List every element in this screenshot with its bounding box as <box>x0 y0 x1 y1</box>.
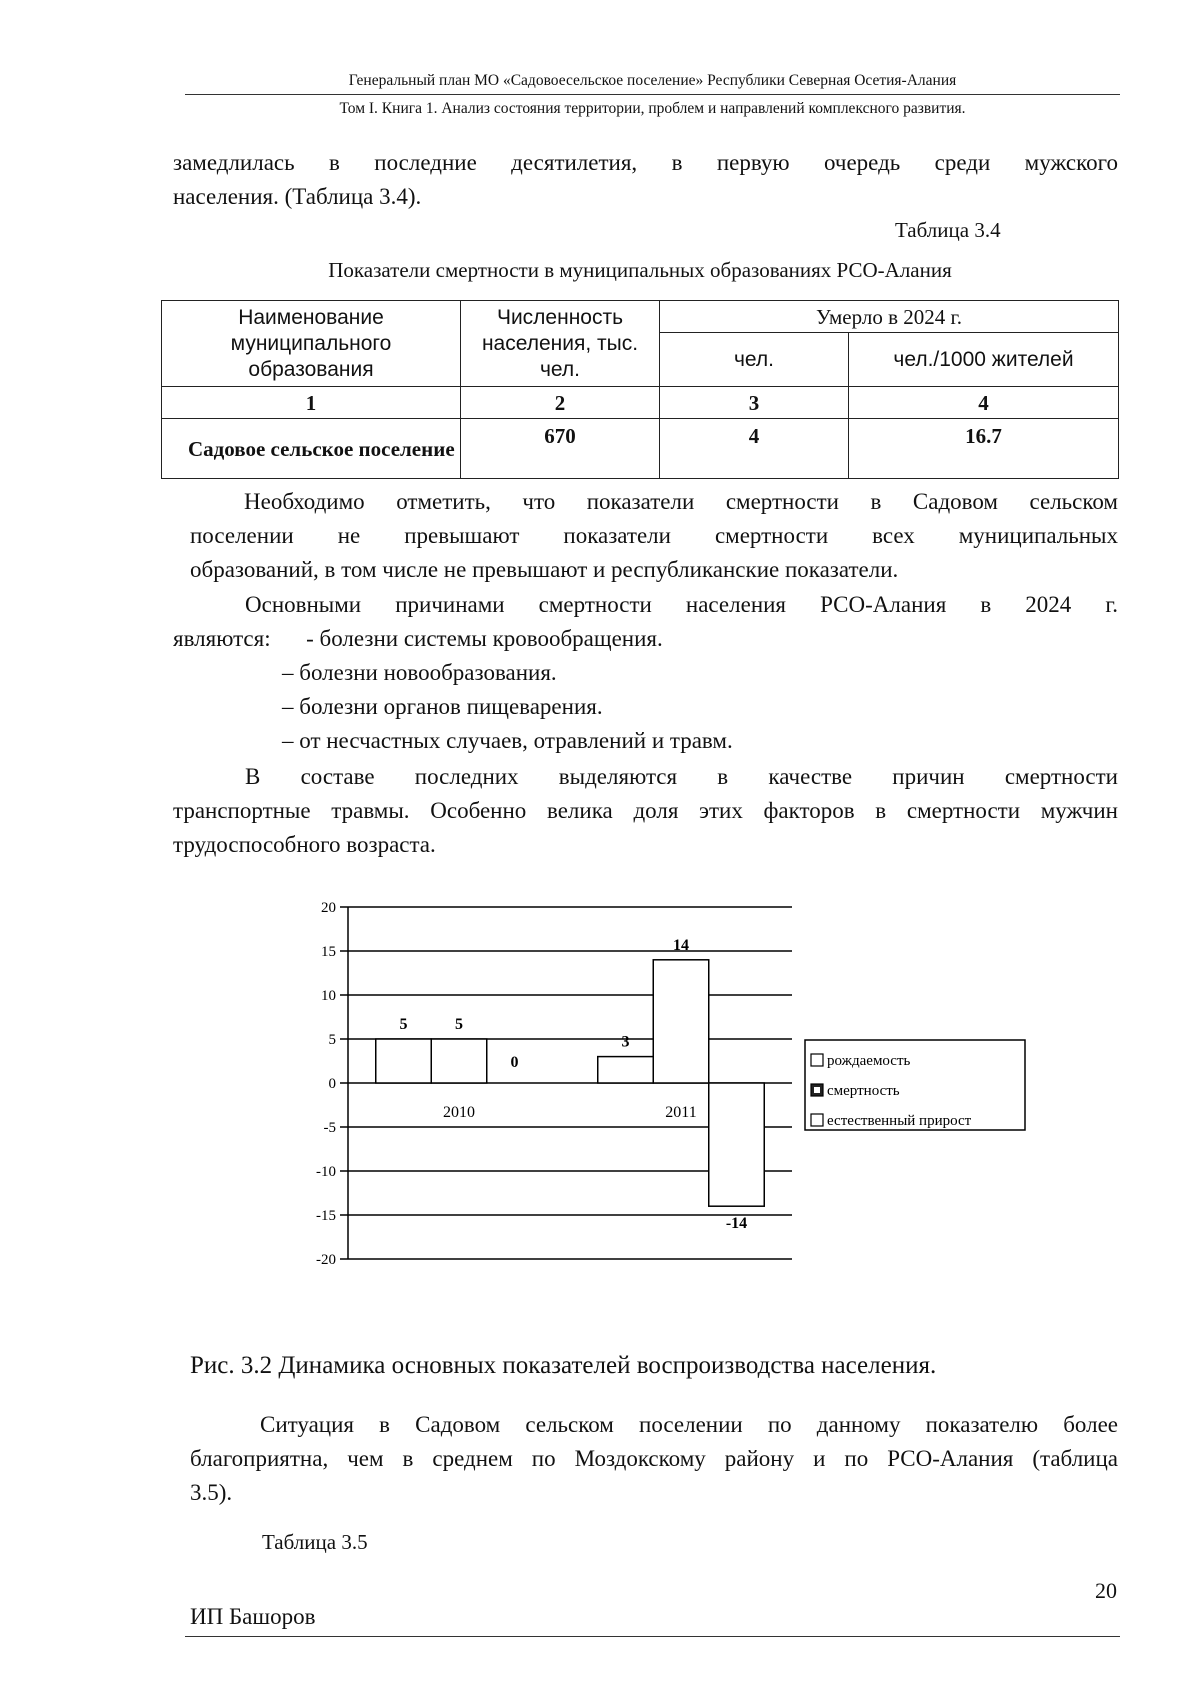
y-tick-label: 0 <box>328 1076 336 1092</box>
data-label: 5 <box>455 1016 463 1033</box>
para1-line-3: образований, в том числе не превышают и республиканские показатели. <box>190 557 899 582</box>
page-header-line-2: Том I. Книга 1. Анализ состояния территории, проблем и направлений комплексного развития. <box>339 100 966 117</box>
para4-line-1: Ситуация в Садовом сельском поселении по данному показателю более <box>260 1412 1118 1437</box>
footer-author: ИП Башоров <box>190 1604 316 1629</box>
y-tick-label: 15 <box>321 944 336 960</box>
para3-line-1: В составе последних выделяются в качестве причин смертности <box>245 764 1118 789</box>
reproduction-chart <box>300 895 1040 1275</box>
y-tick-label: 10 <box>321 988 336 1004</box>
cause-item: – болезни органов пищеварения. <box>282 694 603 719</box>
row-people-cell: 4 <box>660 419 849 479</box>
legend-swatch <box>811 1054 823 1066</box>
category-label: 2010 <box>443 1104 475 1121</box>
cause-item: – болезни новообразования. <box>282 660 557 685</box>
figure-caption: Рис. 3.2 Динамика основных показателей воспроизводства населения. <box>190 1352 937 1379</box>
chart-root <box>316 900 1025 1268</box>
col-died-header: Умерло в 2024 г. <box>660 301 1119 333</box>
paragraph-situation <box>190 1408 1118 1510</box>
data-label: 3 <box>621 1033 630 1051</box>
intro-line-2: населения. (Таблица 3.4). <box>173 184 422 209</box>
y-tick-label: -10 <box>316 1164 336 1180</box>
bar-смертность <box>653 960 709 1083</box>
col-name-header: Наименование муниципального образования <box>162 301 461 387</box>
paragraph-causes <box>173 588 1118 656</box>
legend-label: естественный прирост <box>827 1113 972 1129</box>
para4-line-2: благоприятна, чем в среднем по Моздокскому району и по РСО-Алания (таблица <box>190 1446 1118 1471</box>
index-cell: 2 <box>461 387 660 419</box>
page-header-line-1: Генеральный план МО «Садовоесельское поселение» Республики Северная Осетия-Алания <box>348 72 957 89</box>
data-label: 5 <box>399 1016 408 1033</box>
table-3-4-title: Показатели смертности в муниципальных образованиях РСО-Алания <box>328 258 952 282</box>
footer-rule <box>185 1636 1120 1637</box>
data-label: 14 <box>673 936 689 954</box>
para1-line-2: поселении не превышают показатели смертности всех муниципальных <box>190 523 1118 548</box>
causes-lead: являются: <box>173 626 271 651</box>
paragraph-transport-injuries <box>173 760 1118 862</box>
col-people-header: чел. <box>660 333 849 387</box>
index-cell: 4 <box>849 387 1119 419</box>
para3-line-3: трудоспособного возраста. <box>173 832 436 857</box>
table-3-5-label: Таблица 3.5 <box>262 1530 368 1554</box>
bar-рождаемость <box>598 1057 654 1083</box>
para1-line-1: Необходимо отметить, что показатели смертности в Садовом сельском <box>244 489 1118 514</box>
legend-label: рождаемость <box>827 1053 911 1069</box>
table-3-4-label: Таблица 3.4 <box>895 218 1001 242</box>
intro-line-1: замедлилась в последние десятилетия, в первую очередь среди мужского <box>173 150 1118 175</box>
y-tick-label: -20 <box>316 1252 336 1268</box>
index-cell: 3 <box>660 387 849 419</box>
index-cell: 1 <box>162 387 461 419</box>
data-label: 0 <box>510 1054 519 1071</box>
mortality-table <box>161 300 1119 479</box>
bar-смертность <box>431 1039 487 1083</box>
legend-swatch-inner <box>814 1087 820 1093</box>
legend-swatch <box>811 1114 823 1126</box>
y-tick-label: -5 <box>323 1120 336 1136</box>
col-per1000-header: чел./1000 жителей <box>849 333 1119 387</box>
para2-line-2 <box>173 622 1118 656</box>
paragraph-mortality-comparison <box>190 485 1118 587</box>
page-number: 20 <box>1095 1578 1117 1603</box>
page-header-rule <box>185 94 1120 95</box>
cause-item: – от несчастных случаев, отравлений и травм. <box>282 728 733 753</box>
y-tick-label: 20 <box>321 900 336 916</box>
row-name-cell: Садовое сельское поселение <box>162 419 461 479</box>
intro-paragraph <box>173 146 1118 214</box>
para2-line-1: Основными причинами смертности населения РСО-Алания в 2024 г. <box>245 592 1118 617</box>
para3-line-2: транспортные травмы. Особенно велика доля этих факторов в смертности мужчин <box>173 798 1118 823</box>
col-population-header: Численность населения, тыс. чел. <box>461 301 660 387</box>
y-tick-label: 5 <box>328 1032 336 1048</box>
data-label: -14 <box>725 1215 748 1233</box>
row-population-cell: 670 <box>461 419 660 479</box>
para4-line-3: 3.5). <box>190 1480 233 1505</box>
bar-естественный прирост <box>709 1083 765 1206</box>
row-per1000-cell: 16.7 <box>849 419 1119 479</box>
category-label: 2011 <box>665 1104 697 1121</box>
bar-рождаемость <box>376 1039 432 1083</box>
y-tick-label: -15 <box>316 1208 336 1224</box>
legend-label: смертность <box>827 1083 900 1099</box>
cause-item: - болезни системы кровообращения. <box>306 626 663 651</box>
